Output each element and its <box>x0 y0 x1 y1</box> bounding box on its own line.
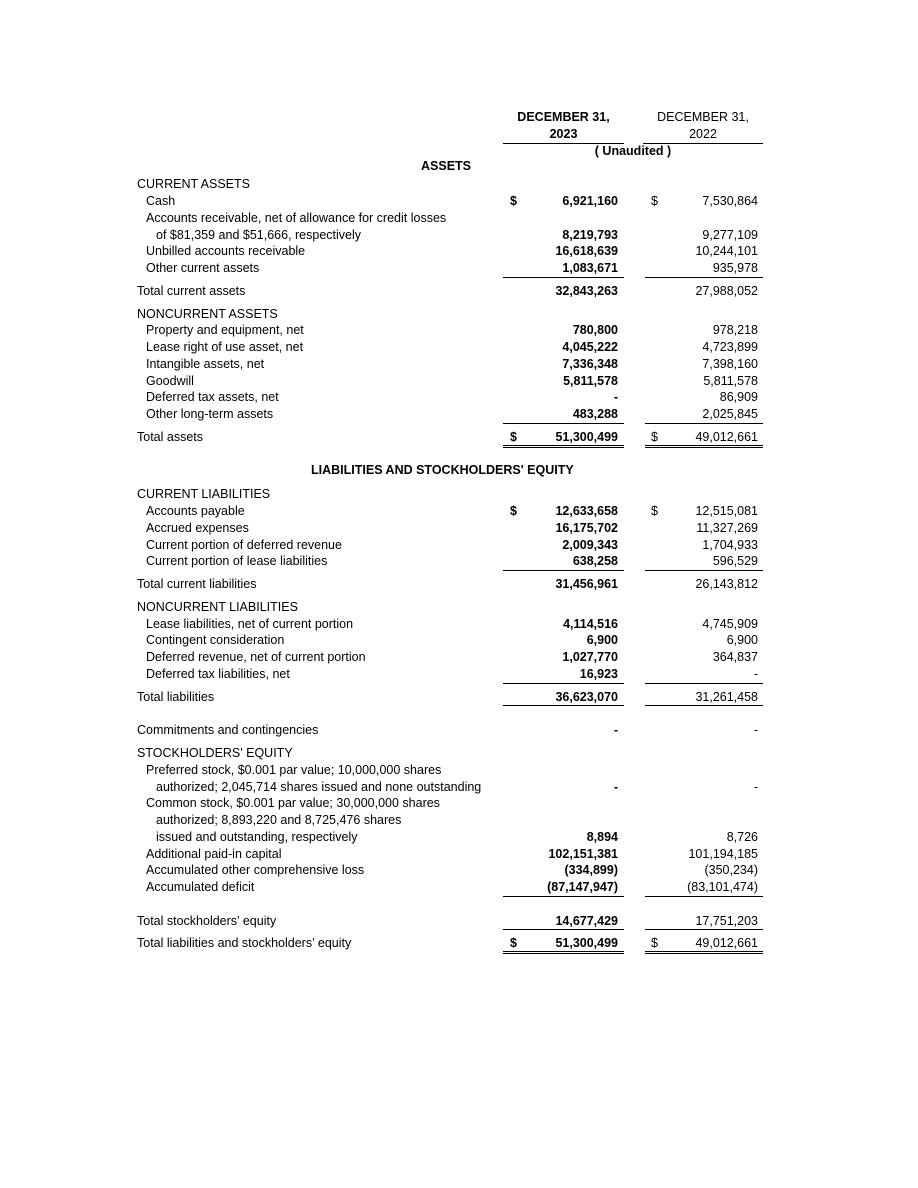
total-double-rule <box>645 445 763 448</box>
col1-header-line2: 2023 <box>549 127 578 141</box>
subtotal-rule <box>503 423 624 424</box>
subtotal-rule <box>503 896 624 897</box>
table-row: Current portion of lease liabilities 638,258 596,529 <box>146 554 758 568</box>
subtotal-rule <box>645 423 763 424</box>
table-row: Unbilled accounts receivable 16,618,639 10,244,101 <box>146 244 758 258</box>
table-row: issued and outstanding, respectively 8,894 8,726 <box>156 830 758 844</box>
table-row: Accumulated deficit (87,147,947) (83,101,474) <box>146 880 758 894</box>
subtotal-rule <box>645 683 763 684</box>
table-row: Lease right of use asset, net 4,045,222 4,723,899 <box>146 340 758 354</box>
table-row: Total liabilities and stockholders’ equity $ 51,300,499 $ 49,012,661 <box>137 936 758 950</box>
table-row: Property and equipment, net 780,800 978,218 <box>146 323 758 337</box>
table-row: Accumulated other comprehensive loss (334,899) (350,234) <box>146 863 758 877</box>
table-row: Contingent consideration 6,900 6,900 <box>146 633 758 647</box>
total-double-rule <box>645 951 763 954</box>
table-row: Total stockholders’ equity 14,677,429 17,751,203 <box>137 914 758 928</box>
table-row: Cash $ 6,921,160 $ 7,530,864 <box>146 194 758 208</box>
table-row: Accounts receivable, net of allowance for credit losses <box>146 211 447 225</box>
table-row: Lease liabilities, net of current portion 4,114,516 4,745,909 <box>146 617 758 631</box>
table-row: Intangible assets, net 7,336,348 7,398,160 <box>146 357 758 371</box>
table-row: Total liabilities 36,623,070 31,261,458 <box>137 690 758 704</box>
table-row: Deferred revenue, net of current portion 1,027,770 364,837 <box>146 650 758 664</box>
table-row: Goodwill 5,811,578 5,811,578 <box>146 374 758 388</box>
table-row: authorized; 8,893,220 and 8,725,476 shares <box>156 813 402 827</box>
table-row: Total current assets 32,843,263 27,988,052 <box>137 284 758 298</box>
subtotal-rule <box>503 570 624 571</box>
current-assets-heading: CURRENT ASSETS <box>137 177 250 191</box>
subtotal-rule <box>503 277 624 278</box>
subtotal-rule <box>645 277 763 278</box>
subtotal-rule <box>503 683 624 684</box>
total-double-rule <box>503 445 624 448</box>
subtotal-rule <box>503 929 624 930</box>
subtotal-rule <box>645 570 763 571</box>
liabilities-equity-title: LIABILITIES AND STOCKHOLDERS' EQUITY <box>311 463 574 477</box>
stockholders-equity-heading: STOCKHOLDERS' EQUITY <box>137 746 293 760</box>
table-row: of $81,359 and $51,666, respectively 8,219,793 9,277,109 <box>156 228 758 242</box>
table-row: Deferred tax assets, net - 86,909 <box>146 390 758 404</box>
table-row: authorized; 2,045,714 shares issued and none outstanding - - <box>156 780 758 794</box>
total-double-rule <box>503 951 624 954</box>
col1-header-line1: DECEMBER 31, <box>517 110 610 124</box>
total-rule <box>503 705 624 706</box>
noncurrent-assets-heading: NONCURRENT ASSETS <box>137 307 278 321</box>
col2-header-line2: 2022 <box>689 127 717 141</box>
table-row: Commitments and contingencies - - <box>137 723 758 737</box>
assets-title: ASSETS <box>421 159 472 173</box>
current-liabilities-heading: CURRENT LIABILITIES <box>137 487 271 501</box>
table-row: Total assets $ 51,300,499 $ 49,012,661 <box>137 430 758 444</box>
table-row: Other long-term assets 483,288 2,025,845 <box>146 407 758 421</box>
total-rule <box>645 705 763 706</box>
table-row: Accrued expenses 16,175,702 11,327,269 <box>146 521 758 535</box>
table-row: Total current liabilities 31,456,961 26,143,812 <box>137 577 758 591</box>
table-row: Preferred stock, $0.001 par value; 10,000,000 shares <box>146 763 442 777</box>
subtotal-rule <box>645 896 763 897</box>
table-row: Additional paid-in capital 102,151,381 101,194,185 <box>146 847 758 861</box>
table-row: Current portion of deferred revenue 2,009,343 1,704,933 <box>146 538 758 552</box>
table-row: Accounts payable $ 12,633,658 $ 12,515,081 <box>146 504 758 518</box>
table-row: Other current assets 1,083,671 935,978 <box>146 261 758 275</box>
unaudited-label: ( Unaudited ) <box>594 144 672 158</box>
subtotal-rule <box>645 929 763 930</box>
noncurrent-liabilities-heading: NONCURRENT LIABILITIES <box>137 600 298 614</box>
table-row: Common stock, $0.001 par value; 30,000,000 shares <box>146 796 440 810</box>
table-row: Deferred tax liabilities, net 16,923 - <box>146 667 758 681</box>
col2-header-line1: DECEMBER 31, <box>657 110 749 124</box>
